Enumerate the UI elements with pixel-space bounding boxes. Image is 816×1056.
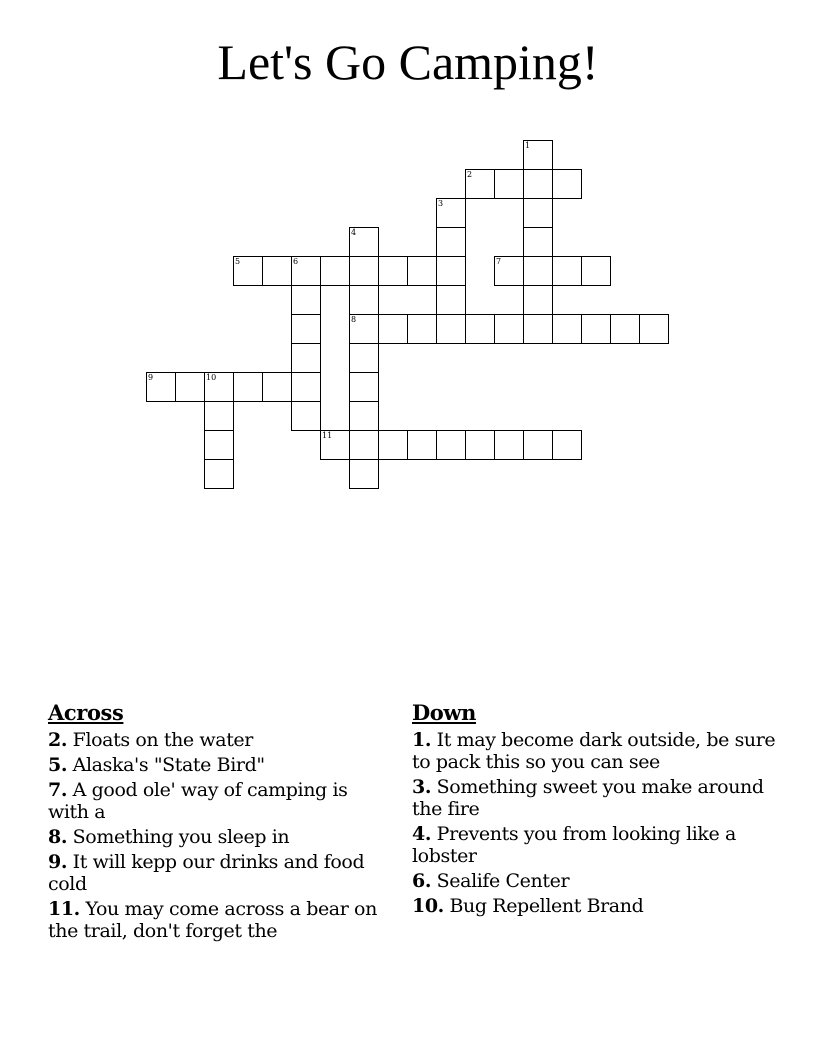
cell-number: 7 (496, 257, 502, 266)
grid-cell[interactable] (349, 314, 379, 344)
grid-cell[interactable] (523, 198, 553, 228)
grid-cell[interactable] (552, 256, 582, 286)
grid-cell[interactable] (204, 430, 234, 460)
grid-cell[interactable] (378, 314, 408, 344)
grid-cell[interactable] (175, 372, 205, 402)
page-title: Let's Go Camping! (217, 34, 599, 90)
grid-cell[interactable] (262, 256, 292, 286)
grid-cell[interactable] (610, 314, 640, 344)
clue-text: Something sweet you make around the fire (412, 776, 764, 820)
grid-cell[interactable] (552, 430, 582, 460)
across-heading: Across (48, 700, 124, 725)
clue-text: You may come across a bear on the trail, don't forget the (48, 898, 377, 942)
cell-number: 10 (206, 373, 217, 382)
grid-cell[interactable] (204, 459, 234, 489)
grid-cell[interactable] (349, 285, 379, 315)
grid-cell[interactable] (291, 372, 321, 402)
grid-cell[interactable] (494, 169, 524, 199)
grid-cell[interactable] (204, 372, 234, 402)
cell-number: 5 (235, 257, 241, 266)
grid-cell[interactable] (436, 314, 466, 344)
grid-cell[interactable] (494, 430, 524, 460)
grid-cell[interactable] (291, 285, 321, 315)
clue-number: 3. (412, 776, 432, 798)
down-clues (412, 700, 782, 920)
clue-across-9 (48, 851, 388, 895)
grid-cell[interactable] (407, 314, 437, 344)
clue-text: It may become dark outside, be sure to pack this so you can see (412, 729, 776, 773)
grid-cell[interactable] (465, 169, 495, 199)
clue-number: 11. (48, 898, 80, 920)
grid-cell[interactable] (581, 256, 611, 286)
grid-cell[interactable] (349, 372, 379, 402)
clue-across-7 (48, 779, 388, 823)
clue-text: Bug Repellent Brand (443, 895, 644, 917)
cell-number: 3 (438, 199, 444, 208)
clue-number: 5. (48, 754, 68, 776)
grid-cell[interactable] (349, 459, 379, 489)
grid-cell[interactable] (552, 314, 582, 344)
clue-number: 9. (48, 851, 68, 873)
down-heading: Down (412, 700, 476, 725)
grid-cell[interactable] (262, 372, 292, 402)
grid-cell[interactable] (146, 372, 176, 402)
grid-cell[interactable] (233, 256, 263, 286)
cell-number: 1 (525, 141, 531, 150)
grid-cell[interactable] (407, 256, 437, 286)
grid-cell[interactable] (204, 401, 234, 431)
grid-cell[interactable] (320, 256, 350, 286)
clue-down-1 (412, 729, 782, 773)
grid-cell[interactable] (349, 430, 379, 460)
grid-cell[interactable] (291, 314, 321, 344)
cell-number: 8 (351, 315, 357, 324)
grid-cell[interactable] (349, 227, 379, 257)
grid-cell[interactable] (465, 430, 495, 460)
cell-number: 6 (293, 257, 299, 266)
clue-text: Floats on the water (67, 729, 253, 751)
grid-cell[interactable] (407, 430, 437, 460)
grid-cell[interactable] (349, 401, 379, 431)
grid-cell[interactable] (436, 198, 466, 228)
cell-number: 11 (322, 431, 333, 440)
clue-down-6 (412, 870, 782, 892)
clue-number: 10. (412, 895, 444, 917)
clue-number: 4. (412, 823, 432, 845)
crossword-grid (0, 0, 816, 520)
clue-number: 1. (412, 729, 432, 751)
clue-text: A good ole' way of camping is with a (48, 779, 348, 823)
grid-cell[interactable] (349, 256, 379, 286)
clue-across-5 (48, 754, 388, 776)
grid-cell[interactable] (523, 227, 553, 257)
grid-cell[interactable] (436, 227, 466, 257)
clue-number: 8. (48, 826, 68, 848)
grid-cell[interactable] (494, 314, 524, 344)
grid-cell[interactable] (291, 256, 321, 286)
grid-cell[interactable] (523, 285, 553, 315)
clue-across-2 (48, 729, 388, 751)
clue-text: Alaska's "State Bird" (67, 754, 265, 776)
clue-text: Sealife Center (431, 870, 570, 892)
grid-cell[interactable] (233, 372, 263, 402)
clue-text: Prevents you from looking like a lobster (412, 823, 736, 867)
grid-cell[interactable] (378, 430, 408, 460)
clue-number: 7. (48, 779, 68, 801)
grid-cell[interactable] (523, 430, 553, 460)
clue-number: 6. (412, 870, 432, 892)
across-clues (48, 700, 388, 945)
clue-across-11 (48, 898, 388, 942)
cell-number: 2 (467, 170, 473, 179)
grid-cell[interactable] (291, 401, 321, 431)
grid-cell[interactable] (320, 430, 350, 460)
clue-across-8 (48, 826, 388, 848)
grid-cell[interactable] (523, 314, 553, 344)
grid-cell[interactable] (639, 314, 669, 344)
grid-cell[interactable] (378, 256, 408, 286)
clue-down-10 (412, 895, 782, 917)
grid-cell[interactable] (291, 343, 321, 373)
clue-number: 2. (48, 729, 68, 751)
clue-text: Something you sleep in (67, 826, 290, 848)
grid-cell[interactable] (523, 256, 553, 286)
clue-text: It will kepp our drinks and food cold (48, 851, 365, 895)
grid-cell[interactable] (581, 314, 611, 344)
clue-down-4 (412, 823, 782, 867)
grid-cell[interactable] (552, 169, 582, 199)
grid-cell[interactable] (523, 169, 553, 199)
grid-cell[interactable] (465, 314, 495, 344)
grid-cell[interactable] (523, 140, 553, 170)
grid-cell[interactable] (436, 256, 466, 286)
cell-number: 9 (148, 373, 154, 382)
cell-number: 4 (351, 228, 357, 237)
grid-cell[interactable] (349, 343, 379, 373)
grid-cell[interactable] (494, 256, 524, 286)
clue-down-3 (412, 776, 782, 820)
grid-cell[interactable] (436, 430, 466, 460)
grid-cell[interactable] (436, 285, 466, 315)
